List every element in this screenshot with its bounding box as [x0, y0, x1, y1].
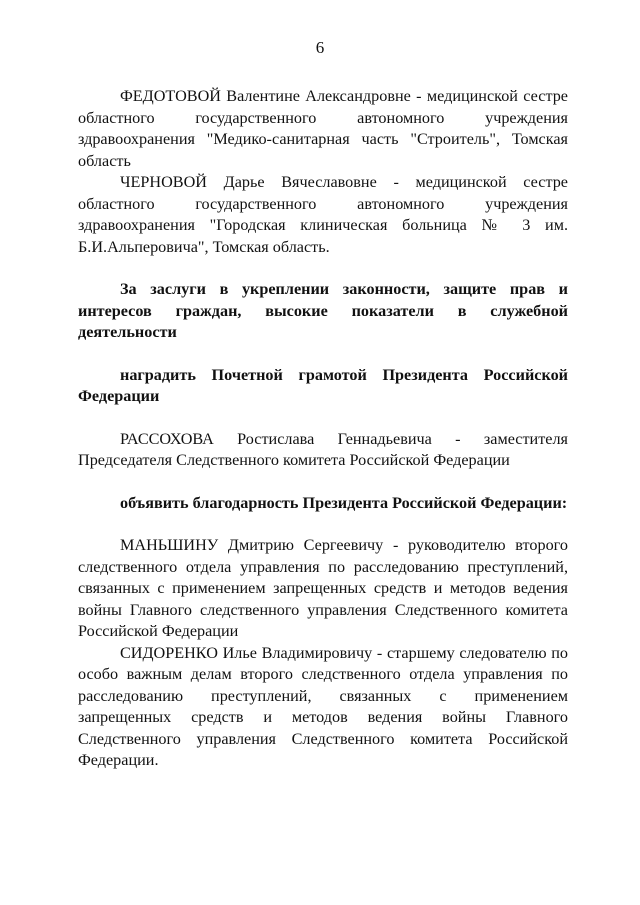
- spacer: [78, 408, 568, 429]
- paragraph-sidorenko: СИДОРЕНКО Илье Владимировичу - старшему следователю по особо важным делам второго следственного отдела управления по расследованию преступлений, связанных с применением запрещенных средств и методов ведения войны Главного Следственного управления Следственного комитета Российской Федерации.: [78, 643, 568, 769]
- paragraph-manshin: МАНЬШИНУ Дмитрию Сергеевичу - руководителю второго следственного отдела управления по расследованию преступлений, связанных с применением запрещенных средств и методов ведения войны Главного следственного управления Следственного комитета Российской Федерации: [78, 536, 568, 640]
- paragraph-chernova: ЧЕРНОВОЙ Дарье Вячеславовне - медицинской сестре областного государственного автономного учреждения здравоохранения "Городская клиническая больница № 3 им. Б.И.Альперовича", Томская область.: [78, 173, 568, 256]
- page-number: 6: [315, 38, 325, 57]
- document-body: [78, 86, 568, 772]
- paragraph-rassokhov: РАССОХОВА Ростислава Геннадьевича - заместителя Председателя Следственного комитета Российской Федерации: [78, 429, 568, 469]
- paragraph-fedotova: ФЕДОТОВОЙ Валентине Александровне - медицинской сестре областного государственного автономного учреждения здравоохранения "Медико-санитарная часть "Строитель", Томская область: [78, 87, 568, 170]
- spacer: [78, 514, 568, 535]
- spacer: [78, 258, 568, 279]
- paragraph-merits: За заслуги в укреплении законности, защите прав и интересов граждан, высокие показатели в служебной деятельности: [78, 280, 568, 341]
- spacer: [78, 472, 568, 493]
- paragraph-award-certificate: наградить Почетной грамотой Президента Российской Федерации: [78, 365, 568, 405]
- spacer: [78, 344, 568, 365]
- paragraph-gratitude: объявить благодарность Президента Российской Федерации:: [120, 493, 568, 512]
